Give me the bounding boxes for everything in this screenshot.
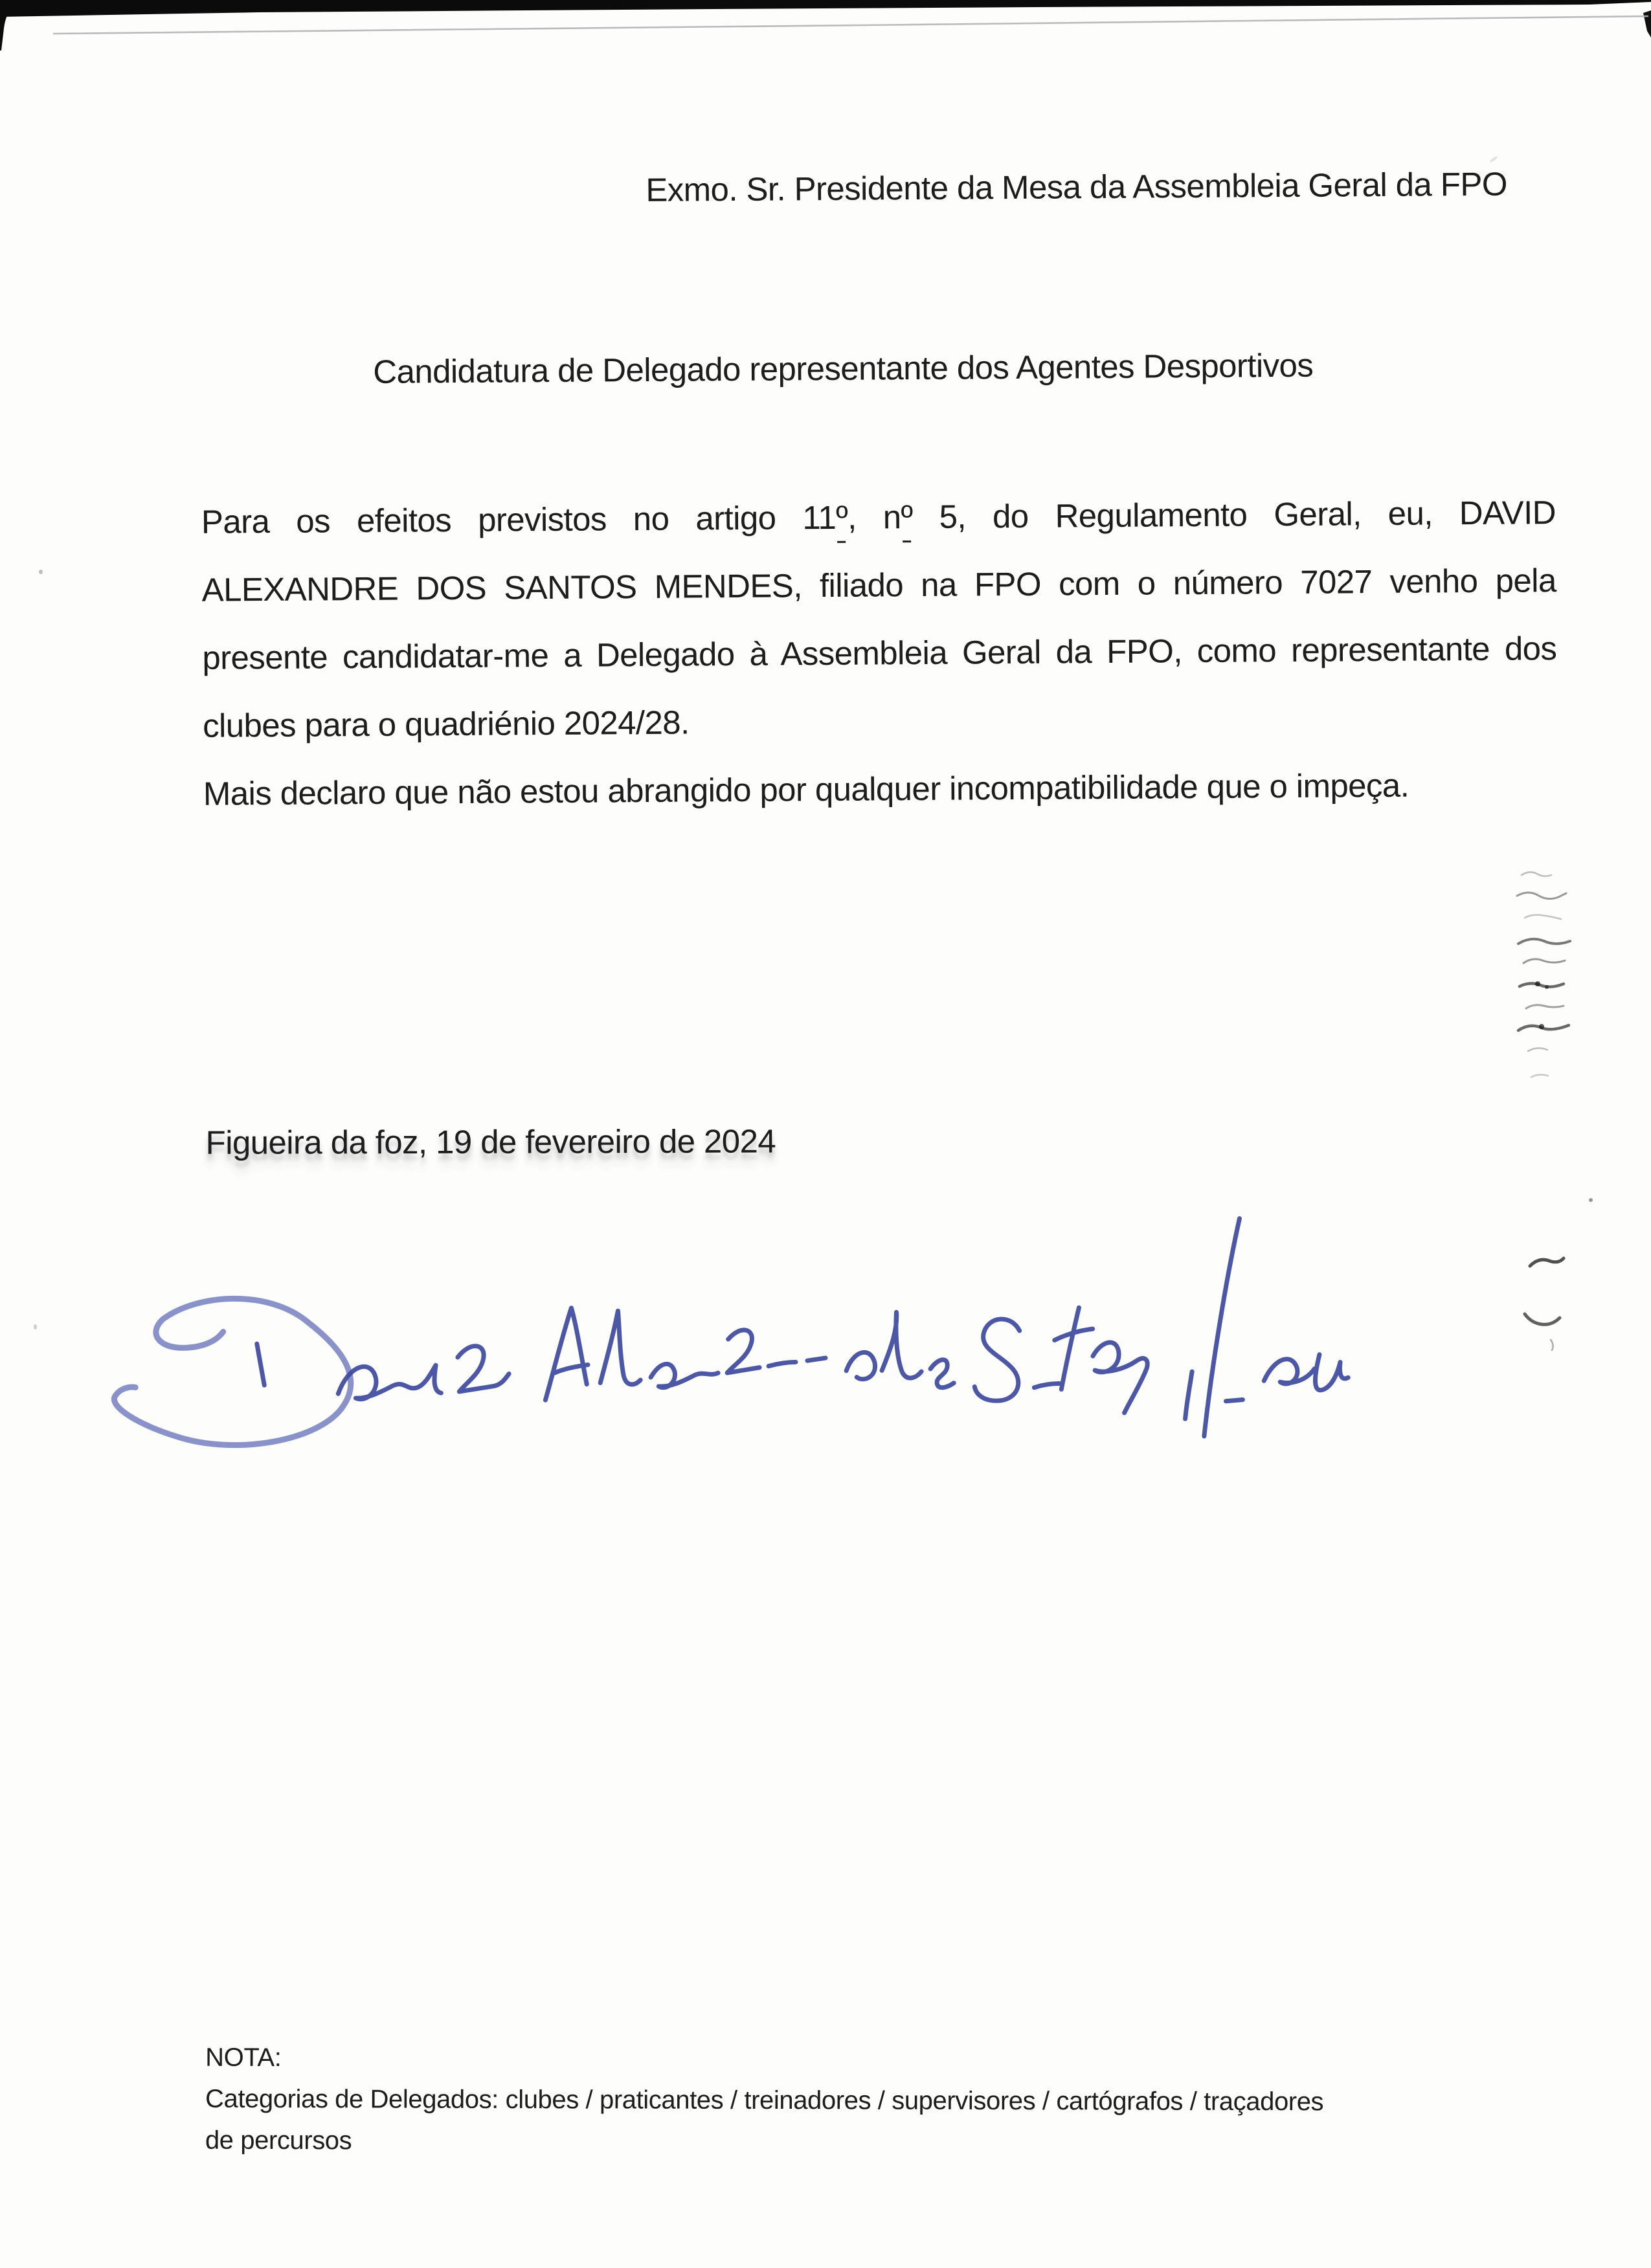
note-block xyxy=(205,2037,1610,2165)
paper-speck xyxy=(34,1324,37,1329)
body-line-2: ALEXANDRE DOS SANTOS MENDES, filiado na FPO com o número 7027 venho pela xyxy=(201,562,1556,608)
place-date-line: Figueira da foz, 19 de fevereiro de 2024 xyxy=(205,1122,776,1161)
recipient-line: Exmo. Sr. Presidente da Mesa da Assembleia Geral da FPO xyxy=(646,165,1508,208)
handwritten-signature-icon xyxy=(100,1205,1371,1473)
note-label: NOTA: xyxy=(205,2043,282,2073)
body-line-4: clubes para o quadriénio 2024/28. xyxy=(202,704,690,744)
body-line-3: presente candidatar-me a Delegado à Assembleia Geral da FPO, como representante dos xyxy=(202,630,1557,676)
letter-body xyxy=(201,478,1558,828)
paper-speck xyxy=(39,570,43,574)
declaration-line: Mais declaro que não estou abrangido por qualquer incompatibilidade que o impeça. xyxy=(203,766,1410,812)
letter-title: Candidatura de Delegado representante dos Agentes Desportivos xyxy=(373,346,1314,390)
scanner-smudge-artifact xyxy=(1512,856,1602,1361)
body-line-1: Para os efeitos previstos no artigo 11º, nº 5, do Regulamento Geral, eu, DAVID xyxy=(201,478,1556,556)
note-line-2: de percursos xyxy=(205,2126,352,2155)
note-line-1: Categorias de Delegados: clubes / praticantes / treinadores / supervisores / cartógrafos / traçadores xyxy=(205,2084,1324,2117)
